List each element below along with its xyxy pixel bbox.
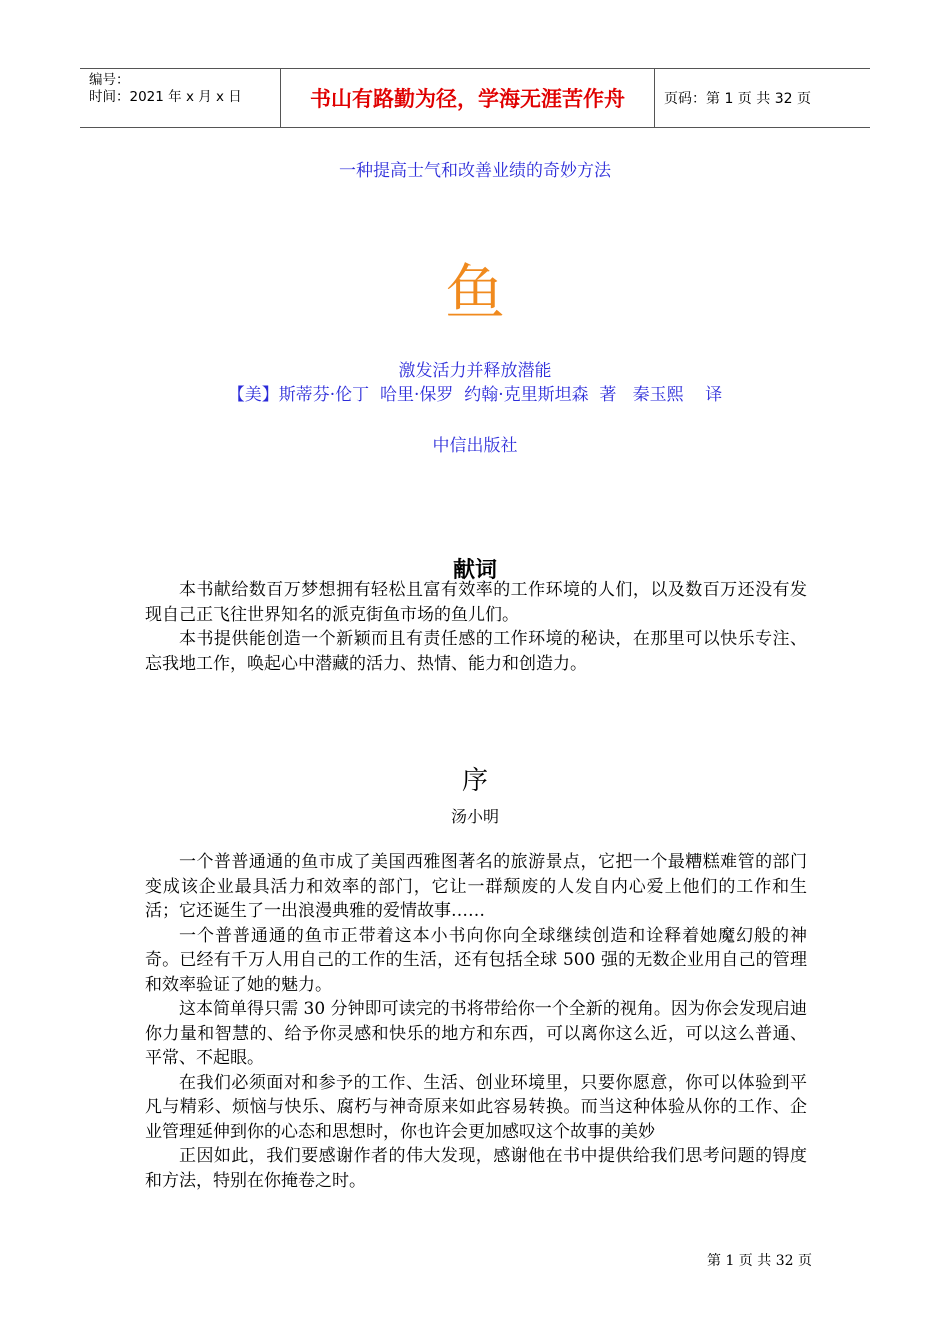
time-label: 时间：2021 年 x 月 x 日 <box>89 89 242 105</box>
dedication-paragraph: 本书提供能创造一个新颖而且有责任感的工作环境的秘诀，在那里可以快乐专注、忘我地工作，唤起心中潜藏的活力、热情、能力和创造力。 <box>145 629 807 674</box>
dedication-title: 献词 <box>452 557 497 583</box>
header-motto: 书山有路勤为径，学海无涯苦作舟 <box>281 69 655 127</box>
dedication-paragraph: 本书献给数百万梦想拥有轻松且富有效率的工作环境的人们，以及数百万还没有发现自己正飞往世界知名的派克街鱼市场的鱼儿们。 <box>145 580 807 625</box>
book-title: 鱼 <box>445 258 505 328</box>
preface-body <box>145 850 807 1193</box>
preface-author: 汤小明 <box>450 807 499 826</box>
preface-title: 序 <box>461 766 488 796</box>
page-header <box>80 68 870 128</box>
number-label: 编号： <box>89 72 130 88</box>
preface-paragraph: 这本简单得只需 30 分钟即可读完的书将带给你一个全新的视角。因为你会发现启迪你力量和智慧的、给予你灵感和快乐的地方和东西，可以离你这么近，可以这么普通、平常、不起眼。 <box>145 999 807 1068</box>
preface-paragraph: 正因如此，我们要感谢作者的伟大发现，感谢他在书中提供给我们思考问题的锝度和方法，特别在你掩卷之时。 <box>145 1146 807 1191</box>
book-authors: 【美】斯蒂芬·伦丁 哈里·保罗 约翰·克里斯坦森 著 秦玉熙 译 <box>227 385 723 405</box>
book-tagline: 激发活力并释放潜能 <box>398 361 552 381</box>
header-meta <box>80 69 281 127</box>
preface-paragraph: 一个普普通通的鱼市成了美国西雅图著名的旅游景点，它把一个最糟糕难管的部门变成该企业最具活力和效率的部门，它让一群颓废的人发自内心爱上他们的工作和生活；它还诞生了一出浪漫典雅的爱情故事…… <box>145 852 807 921</box>
preface-paragraph: 在我们必须面对和参予的工作、生活、创业环境里，只要你愿意，你可以体验到平凡与精彩、烦恼与快乐、腐朽与神奇原来如此容易转换。而当这种体验从你的工作、企业管理延伸到你的心态和思想时，你也许会更加感叹这个故事的美妙 <box>145 1072 807 1142</box>
header-page-info: 页码：第 1 页 共 32 页 <box>664 91 811 107</box>
page-footer: 第 1 页 共 32 页 <box>707 1253 812 1269</box>
preface-paragraph: 一个普普通通的鱼市正带着这本小书向你向全球继续创造和诠释着她魔幻般的神奇。已经有千万人用自己的工作的生活，还有包括全球 500 强的无数企业用自己的管理和效率验证了她的魅力。 <box>145 925 807 995</box>
dedication-body <box>145 578 807 676</box>
book-subtitle: 一种提高士气和改善业绩的奇妙方法 <box>339 161 611 181</box>
book-publisher: 中信出版社 <box>432 436 518 456</box>
